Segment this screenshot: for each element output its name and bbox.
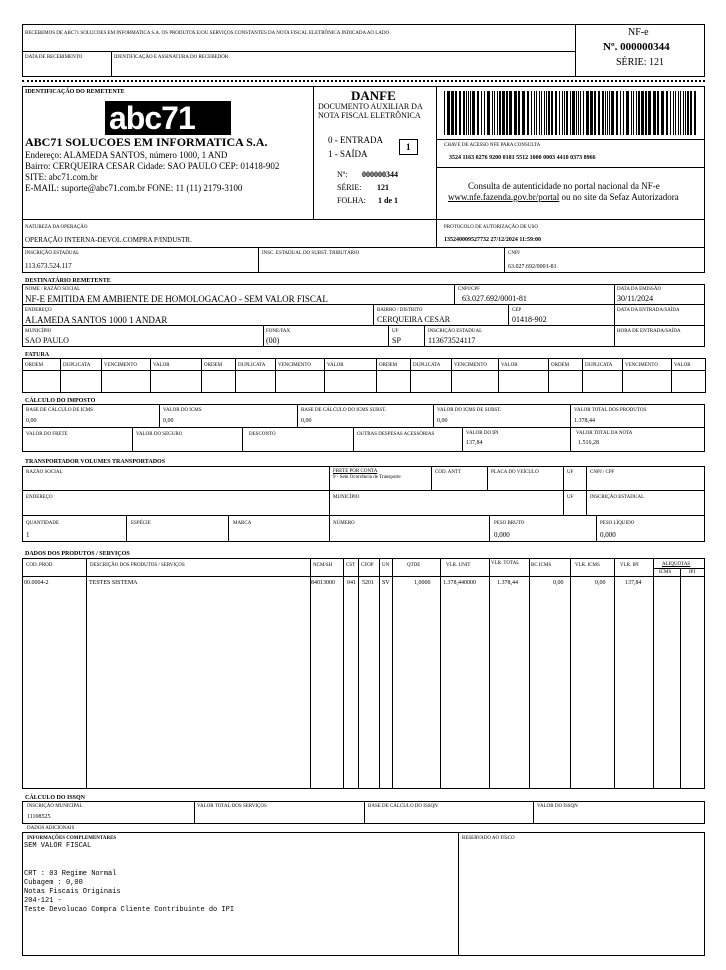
danfe-series-label: SÉRIE: (337, 183, 362, 192)
products-column-divider (310, 558, 311, 789)
cut-line (22, 80, 705, 82)
info-line: Cubagem : 0,00 (24, 879, 83, 887)
carrier-address-box (22, 490, 330, 516)
volume-number-box (329, 515, 490, 542)
barcode-bar (583, 91, 584, 135)
barcode-bar (673, 91, 674, 135)
invoice-cell-divider (622, 370, 671, 371)
barcode-bar (666, 91, 668, 135)
barcode-bar (564, 91, 565, 135)
recipient-address-label: ENDEREÇO (25, 308, 52, 313)
barcode-bar (566, 91, 568, 135)
emitter-name: ABC71 SOLUCOES EM INFORMATICA S.A. (25, 135, 268, 149)
barcode-bar (636, 91, 637, 135)
carrier-uf2-label: UF (567, 495, 574, 500)
gross-weight-label: PESO BRUTO (494, 521, 525, 526)
recipient-city-value: SAO PAULO (25, 336, 69, 345)
barcode-bar (499, 91, 501, 135)
ie-value: 113.673.524.117 (25, 262, 72, 270)
recipient-address-value: ALAMEDA SANTOS 1000 1 ANDAR (25, 315, 168, 325)
logo-text: abc71 (109, 100, 195, 136)
emitter-email-phone: E-MAIL: suporte@abc71.com.br FONE: 11 (11) 2179-3100 (25, 183, 243, 193)
barcode-bar (631, 91, 632, 135)
barcode-bar (685, 91, 686, 135)
invoice-cell-divider (101, 370, 150, 371)
row-cfop: 5201 (362, 580, 374, 586)
consult-line-2 (448, 193, 679, 202)
barcode-bar (616, 91, 618, 135)
total-note-value: 1.516,28 (578, 440, 599, 446)
plate-label: PLACA DO VEÍCULO (491, 470, 539, 475)
cnpj-label: CNPJ (508, 251, 520, 256)
invoice-col-label: ORDEM (25, 363, 44, 368)
carrier-uf2-box (563, 490, 587, 516)
stub-series: SÉRIE: 121 (616, 57, 665, 68)
products-column-divider (489, 558, 490, 789)
recipient-name-label: NOME / RAZÃO SOCIAL (25, 287, 81, 292)
recipient-cep-label: CEP (512, 308, 522, 313)
row-desc: TESTES SISTEMA (89, 580, 138, 586)
barcode-bar (522, 91, 525, 135)
info-line: Teste Devolucao Compra Cliente Contribuinte do IPI (24, 906, 235, 914)
danfe-number-value: 000000344 (362, 170, 398, 179)
icms-st-value: 0,00 (437, 418, 448, 424)
barcode-bar (670, 91, 671, 135)
barcode-bar (481, 91, 482, 135)
products-column-divider (653, 558, 654, 789)
issqn-value-label: VALOR DO ISSQN (537, 804, 578, 809)
col-cst: CST (346, 563, 356, 568)
company-logo (105, 101, 231, 135)
barcode-bar (645, 91, 647, 135)
products-column-divider (614, 558, 615, 789)
barcode-bar (506, 91, 508, 135)
barcode-bar (661, 91, 664, 135)
col-code: COD. PROD. (26, 563, 54, 568)
products-table (22, 558, 705, 789)
emission-date-label: DATA DA EMISSÃO (617, 287, 662, 292)
info-line: CRT : 03 Regime Normal (24, 870, 117, 878)
emitter-address-1: Endereço: ALAMEDA SANTOS, número 1000, 1 AND (25, 150, 228, 160)
barcode-bar (602, 91, 604, 135)
invoice-cell-divider (201, 370, 235, 371)
barcode-bar (641, 91, 644, 135)
invoice-cell-divider (235, 370, 275, 371)
antt-label: COD. ANTT (435, 470, 462, 475)
barcode-bar (626, 91, 629, 135)
gross-weight-value: 0,000 (494, 531, 510, 539)
row-cst: 041 (347, 580, 356, 586)
barcode-bar (497, 91, 498, 135)
barcode-bar (463, 91, 465, 135)
recipient-uf-value: SP (392, 336, 401, 345)
col-aliq-ipi: IPI (689, 570, 696, 575)
volume-qty-box (22, 515, 127, 542)
barcode (444, 91, 698, 135)
stub-number: Nº. 000000344 (603, 41, 670, 53)
invoice-col-label: DUPLICATA (238, 363, 266, 368)
recipient-section-label: DESTINATÁRIO REMETENTE (25, 278, 111, 284)
col-desc: DESCRIÇÃO DOS PRODUTOS / SERVIÇOS (90, 563, 185, 568)
entry-date-label: DATA DA ENTRADA/SAÍDA (617, 308, 680, 313)
carrier-name-label: RAZÃO SOCIAL (26, 470, 63, 475)
recipient-cnpj-label: CNPJ/CPF (458, 287, 480, 292)
carrier-cnpj-label: CNPJ / CPF (590, 470, 615, 475)
products-column-divider (529, 558, 530, 789)
ipi-value: 137,84 (466, 440, 483, 446)
emitter-site: SITE: abc71.com.br (25, 172, 98, 182)
barcode-bar (518, 91, 520, 135)
consult-line-1: Consulta de autenticidade no portal nacional da NF-e (468, 181, 660, 191)
barcode-bar (509, 91, 512, 135)
products-column-divider (343, 558, 344, 789)
net-weight-value: 0,000 (600, 531, 616, 539)
products-column-divider (392, 558, 393, 789)
barcode-bar (539, 91, 540, 135)
carrier-ie-label: INSCRIÇÃO ESTADUAL (590, 495, 645, 500)
barcode-bar (555, 91, 557, 135)
invoice-cell-divider (376, 370, 410, 371)
barcode-bar (675, 91, 676, 135)
invoice-cell-divider (451, 370, 498, 371)
freight-mode-label: FRETE POR CONTA (333, 469, 378, 474)
row-bc: 0,00 (553, 580, 564, 586)
invoice-section-label: FATURA (25, 352, 50, 358)
barcode-bar (459, 91, 461, 135)
barcode-bar (605, 91, 606, 135)
consult-portal-link[interactable]: www.nfe.fazenda.gov.br/portal (448, 192, 560, 202)
nature-value: OPERAÇÃO INTERNA-DEVOL.COMPRA P/INDUSTR. (25, 236, 192, 244)
invoice-cell-divider (22, 370, 60, 371)
insurance-label: VALOR DO SEGURO (136, 432, 183, 437)
barcode-bar (570, 91, 571, 135)
discount-box (242, 427, 354, 452)
barcode-bar (580, 91, 581, 135)
info-line: SEM VALOR FISCAL (24, 842, 92, 850)
carrier-city-box (329, 490, 564, 516)
products-column-divider (440, 558, 441, 789)
invoice-col-label: VENCIMENTO (454, 363, 487, 368)
recipient-ie-label: INSCRIÇÃO ESTADUAL (428, 329, 483, 334)
barcode-bar (534, 91, 535, 135)
invoice-col-label: DUPLICATA (63, 363, 91, 368)
transport-section-label: TRANSPORTADOR VOLUMES TRANSPORTADOS (25, 459, 166, 465)
barcode-bar (548, 91, 550, 135)
recipient-phone-value: (00) (266, 336, 280, 345)
barcode-bar (492, 91, 493, 135)
products-section-label: DADOS DOS PRODUTOS / SERVIÇOS (25, 551, 130, 557)
issqn-section-label: CÁLCULO DO ISSQN (25, 795, 86, 801)
danfe-number-label: Nº: (337, 170, 348, 179)
col-vicms: VLR. ICMS (575, 563, 600, 568)
col-aliq-icms: ICMS (659, 570, 672, 575)
barcode-bar (487, 91, 490, 135)
col-ncm: NCM/SH (313, 563, 333, 568)
issqn-base-label: BASE DE CÁLCULO DO ISSQN (368, 804, 438, 809)
barcode-bar (447, 91, 450, 135)
barcode-bar (527, 91, 529, 135)
freight-mode-value: 9 - Sem Ocorrência de Transporte (333, 475, 401, 480)
products-column-divider (358, 558, 359, 789)
protocol-box (436, 219, 705, 248)
issqn-services-label: VALOR TOTAL DOS SERVIÇOS (197, 804, 267, 809)
barcode-bar (609, 91, 610, 135)
nature-label: NATUREZA DA OPERAÇÃO (25, 225, 88, 230)
recipient-cep-value: 01418-902 (512, 315, 547, 324)
invoice-col-label: ORDEM (551, 363, 570, 368)
invoice-cell-divider (582, 370, 622, 371)
barcode-bar (694, 91, 696, 135)
barcode-bar (638, 91, 640, 135)
freight-label: VALOR DO FRETE (26, 432, 68, 437)
recipient-district-value: CERQUEIRA CESAR (377, 315, 451, 324)
carrier-ie-box (586, 490, 705, 516)
recipient-uf-label: UF (392, 329, 399, 334)
col-unit: VLR. UNIT (446, 563, 471, 568)
invoice-col-label: VALOR (327, 363, 344, 368)
col-aliq: ALIQUOTAS (662, 562, 691, 567)
barcode-bar (531, 91, 532, 135)
barcode-bar (444, 91, 445, 135)
barcode-bar (620, 91, 621, 135)
receipt-date-label: DATA DE RECEBIMENTO (25, 55, 83, 60)
barcode-bar (572, 91, 575, 135)
net-weight-label: PESO LÍQUIDO (600, 521, 635, 526)
row-total: 1.378,44 (497, 580, 518, 586)
barcode-bar (514, 91, 517, 135)
danfe-sheet-label: FOLHA: (337, 196, 366, 205)
barcode-bar (468, 91, 469, 135)
total-products-label: VALOR TOTAL DOS PRODUTOS (574, 408, 647, 413)
barcode-bar (653, 91, 656, 135)
products-column-divider (379, 558, 380, 789)
barcode-bar (598, 91, 600, 135)
danfe-entry-label: 0 - ENTRADA (328, 135, 383, 145)
invoice-col-label: VALOR (674, 363, 691, 368)
col-un: UN (382, 563, 390, 568)
danfe-series-value: 121 (377, 183, 389, 192)
danfe-exit-label: 1 - SAÍDA (328, 149, 368, 159)
bc-icms-st-label: BASE DE CÁLCULO DO ICMS SUBST. (301, 408, 387, 413)
aliq-divider (680, 568, 681, 789)
barcode-bar (594, 91, 596, 135)
barcode-bar (657, 91, 659, 135)
brand-box (228, 515, 330, 542)
ipi-label: VALOR DO IPI (466, 431, 499, 436)
species-label: ESPÉCIE (131, 521, 151, 526)
barcode-bar (562, 91, 563, 135)
barcode-bar (578, 91, 579, 135)
row-code: 00.0004-2 (24, 580, 49, 586)
barcode-bar (559, 91, 560, 135)
access-key-value: 3524 1163 0276 9200 0181 5512 1000 0003 4410 0373 8966 (449, 155, 596, 161)
barcode-bar (687, 91, 689, 135)
barcode-bar (536, 91, 537, 135)
emitter-section-label: IDENTIFICAÇÃO DO REMETENTE (25, 89, 125, 95)
volume-qty-value: 1 (26, 531, 30, 539)
invoice-cell-divider (548, 370, 582, 371)
barcode-bar (472, 91, 475, 135)
barcode-bar (541, 91, 542, 135)
invoice-cell-divider (498, 370, 548, 371)
insurance-box (132, 427, 243, 452)
row-un: SV (382, 580, 390, 586)
info-line: Notas Fiscais Originais (24, 888, 121, 896)
aliq-header-divider (653, 568, 705, 569)
recipient-name-value: NF-E EMITIDA EM AMBIENTE DE HOMOLOGACAO - SEM VALOR FISCAL (25, 294, 328, 304)
danfe-sheet-value: 1 de 1 (378, 196, 398, 205)
col-cfop: CFOP (361, 563, 374, 568)
invoice-grid (22, 358, 705, 393)
barcode-bar (477, 91, 479, 135)
invoice-col-label: VENCIMENTO (625, 363, 658, 368)
invoice-col-label: VALOR (501, 363, 518, 368)
additional-section-label: DADOS ADICIONAIS (27, 826, 75, 831)
carrier-address-label: ENDEREÇO (26, 495, 53, 500)
col-total: VLR. TOTAL (491, 561, 520, 566)
invoice-cell-divider (410, 370, 451, 371)
tax-section-label: CÁLCULO DO IMPOSTO (25, 398, 96, 404)
ie-label: INSCRIÇÃO ESTADUAL (25, 251, 80, 256)
recipient-phone-label: FONE/FAX (266, 329, 291, 334)
total-products-value: 1.378,44 (574, 418, 595, 424)
invoice-cell-divider (150, 370, 201, 371)
bc-icms-label: BASE DE CÁLCULO DE ICMS (26, 408, 93, 413)
barcode-bar (546, 91, 547, 135)
bc-icms-st-value: 0,00 (301, 418, 312, 424)
barcode-bar (466, 91, 467, 135)
danfe-subtitle-1: DOCUMENTO AUXILIAR DA (318, 102, 423, 111)
protocol-label: PROTOCOLO DE AUTORIZAÇÃO DE USO (444, 225, 538, 230)
barcode-bar (633, 91, 634, 135)
reserved-box (458, 832, 705, 956)
row-vipi: 137,84 (625, 580, 642, 586)
col-qty: QTDE (407, 563, 421, 568)
ie-st-label: INSC. ESTADUAL DO SUBST. TRIBUTÁRIO (262, 251, 360, 256)
barcode-bar (576, 91, 577, 135)
products-column-divider (86, 558, 87, 789)
stub-nfe-label: NF-e (628, 27, 649, 38)
invoice-col-label: DUPLICATA (413, 363, 441, 368)
volume-number-label: NÚMERO (333, 521, 355, 526)
invoice-col-label: VENCIMENTO (104, 363, 137, 368)
freight-box (22, 427, 133, 452)
barcode-bar (451, 91, 454, 135)
carrier-name-box (22, 466, 330, 491)
barcode-bar (502, 91, 505, 135)
emitter-address-2: Bairro: CERQUEIRA CESAR Cidade: SAO PAULO CEP: 01418-902 (25, 161, 280, 171)
products-header-divider (22, 576, 705, 577)
danfe-subtitle-2: NOTA FISCAL ELETRÔNICA (318, 111, 421, 120)
issqn-im-label: INSCRIÇÃO MUNICIPAL (27, 804, 83, 809)
issqn-im-value: 11108525 (27, 814, 51, 820)
recipient-ie-value: 113673524117 (428, 336, 476, 345)
danfe-title: DANFE (351, 88, 396, 103)
col-bc: BC ICMS (531, 563, 552, 568)
barcode-bar (551, 91, 553, 135)
carrier-uf-label: UF (567, 470, 574, 475)
barcode-bar (611, 91, 614, 135)
recipient-district-label: BAIRRO / DISTRITO (377, 308, 423, 313)
invoice-col-label: VENCIMENTO (278, 363, 311, 368)
barcode-bar (484, 91, 485, 135)
invoice-cell-divider (671, 370, 705, 371)
info-line: 204-121 - (24, 897, 62, 905)
invoice-cell-divider (60, 370, 101, 371)
receipt-text: RECEBEMOS DE ABC71 SOLUCOES EM INFORMATICA S.A. OS PRODUTOS E/OU SERVIÇOS CONSTANTES DA NOTA FISCAL ELETRÔNICA INDICADA AO LADO (25, 31, 390, 36)
bc-icms-value: 0,00 (26, 418, 37, 424)
barcode-bar (590, 91, 593, 135)
invoice-col-label: DUPLICATA (585, 363, 613, 368)
other-expenses-box (353, 427, 463, 452)
barcode-bar (683, 91, 684, 135)
icms-st-label: VALOR DO ICMS DE SUBST. (437, 408, 502, 413)
recipient-cnpj-value: 63.027.692/0001-81 (462, 294, 527, 303)
row-vicms: 0,00 (595, 580, 606, 586)
products-column-divider (570, 558, 571, 789)
barcode-bar (680, 91, 681, 135)
row-unit: 1.378,440000 (443, 580, 476, 586)
col-vipi: VLR. IPI (620, 563, 639, 568)
receipt-signature-label: IDENTIFICAÇÃO E ASSINATURA DO RECEBEDOR (114, 55, 229, 60)
consult-rest: ou no site da Sefaz Autorizadora (559, 192, 679, 202)
reserved-label: RESERVADO AO FISCO (462, 836, 515, 841)
receipt-box (22, 24, 576, 52)
discount-label: DESCONTO (249, 432, 276, 437)
recipient-city-label: MUNICÍPIO (25, 329, 52, 334)
barcode-bar (648, 91, 651, 135)
other-expenses-label: OUTRAS DESPESAS ACESSÓRIAS (357, 432, 435, 437)
carrier-city-label: MUNICÍPIO (333, 495, 360, 500)
invoice-col-label: ORDEM (379, 363, 398, 368)
barcode-bar (455, 91, 457, 135)
barcode-bar (607, 91, 608, 135)
barcode-bar (623, 91, 624, 135)
cnpj-value: 63.027.692/0001-81 (508, 264, 557, 270)
barcode-bar (586, 91, 589, 135)
species-box (126, 515, 229, 542)
emission-date-value: 30/11/2024 (617, 294, 654, 303)
icms-value: 0,00 (163, 418, 174, 424)
invoice-col-label: VALOR (153, 363, 170, 368)
entry-time-label: HORA DE ENTRADA/SAÍDA (617, 329, 681, 334)
access-key-label: CHAVE DE ACESSO NFE PARA CONSULTA (444, 143, 541, 148)
barcode-bar (470, 91, 471, 135)
volume-qty-label: QUANTIDADE (26, 521, 60, 526)
barcode-bar (544, 91, 545, 135)
icms-label: VALOR DO ICMS (163, 408, 202, 413)
barcode-bar (678, 91, 679, 135)
invoice-cell-divider (324, 370, 376, 371)
total-note-label: VALOR TOTAL DA NOTA (576, 431, 633, 436)
barcode-bar (690, 91, 692, 135)
danfe-type-value: 1 (406, 142, 411, 152)
protocol-value: 135240009527732 27/12/2024 11:59:00 (444, 237, 541, 243)
invoice-cell-divider (275, 370, 324, 371)
additional-info-label: INFORMAÇÕES COMPLEMENTARES (27, 836, 117, 841)
brand-label: MARCA (233, 521, 252, 526)
barcode-bar (494, 91, 495, 135)
invoice-col-label: ORDEM (204, 363, 223, 368)
row-ncm: 84013000 (311, 580, 335, 586)
row-qty: 1,0000 (414, 580, 431, 586)
